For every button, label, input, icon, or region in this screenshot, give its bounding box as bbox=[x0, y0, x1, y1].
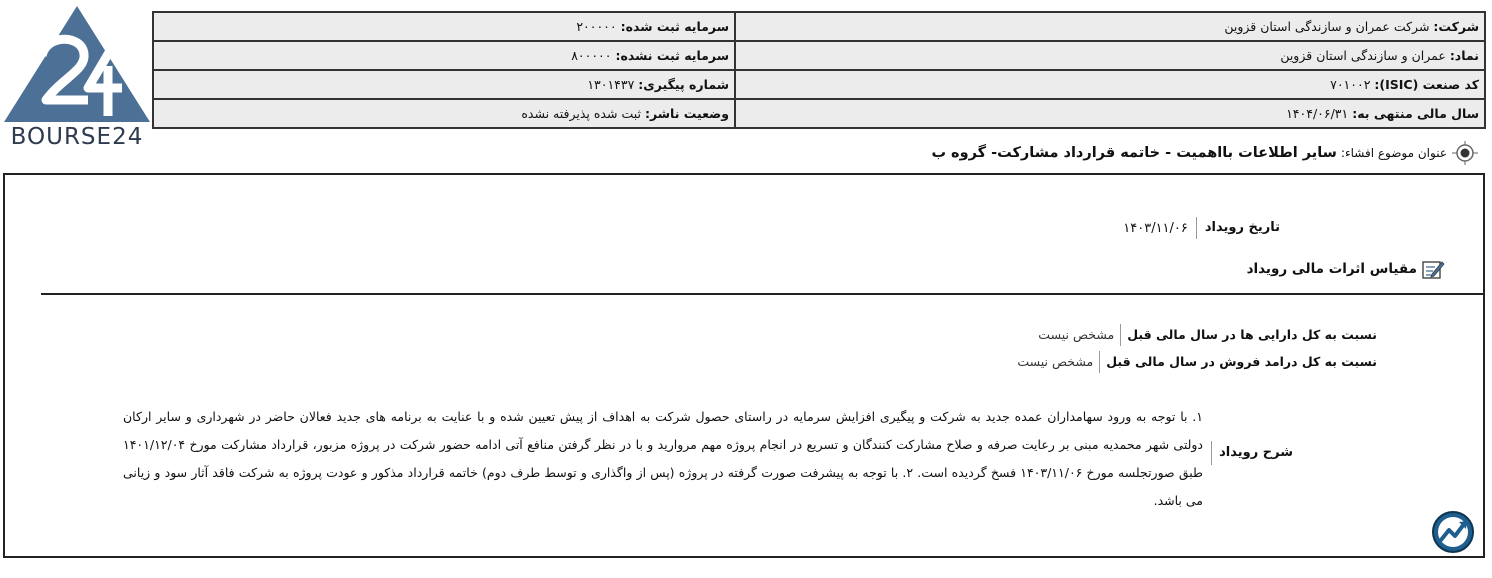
target-icon bbox=[1452, 141, 1478, 165]
fiscal-year-value: ۱۴۰۴/۰۶/۳۱ bbox=[1286, 106, 1349, 121]
isic-cell bbox=[735, 70, 1485, 99]
publisher-status-label: وضعیت ناشر: bbox=[644, 106, 729, 121]
event-date-label: تاریخ رویداد bbox=[1196, 217, 1280, 239]
subject-title: سایر اطلاعات بااهمیت - خاتمه قرارداد مشارکت- گروه ب bbox=[931, 145, 1337, 161]
symbol-value: عمران و سازندگی استان قزوین bbox=[1280, 48, 1446, 63]
edit-note-icon bbox=[1421, 258, 1445, 280]
registered-capital-value: ۲۰۰۰۰۰ bbox=[576, 19, 617, 34]
event-date-value: ۱۴۰۳/۱۱/۰۶ bbox=[1123, 220, 1188, 236]
company-value: شرکت عمران و سازندگی استان قزوین bbox=[1224, 19, 1430, 34]
event-panel bbox=[3, 173, 1485, 558]
financial-impact-heading bbox=[1247, 258, 1445, 280]
ratio-label: نسبت به کل دارایی ها در سال مالی قبل bbox=[1120, 324, 1377, 346]
company-cell bbox=[735, 12, 1485, 41]
ratios-list bbox=[1017, 321, 1377, 375]
subject-label: عنوان موضوع افشاء: bbox=[1340, 146, 1447, 160]
logo-text: BOURSE24 bbox=[10, 124, 144, 150]
ratio-label: نسبت به کل درامد فروش در سال مالی قبل bbox=[1099, 351, 1377, 373]
isic-label: کد صنعت (ISIC): bbox=[1374, 77, 1479, 92]
event-description-text: ۱. با توجه به ورود سهامداران عمده جدید به شرکت و پیگیری افزایش سرمایه در راستای حصول شرکت به اهداف از پیش تعیین شده و با عنایت به برنامه های جدید فعالان حاضر در شهرداری و سایر ارکان دولتی شهر محمدیه مبنی بر رعایت صرفه و صلاح مشارکت کنندگان و تسریع در انجام پروژه مهم مروارید و با در نظر گرفتن منافع آتی ادامه حضور شرکت در پروژه مزبور، قرارداد مشارکت مورخ ۱۴۰۱/۱۲/۰۴ طبق صورتجلسه مورخ ۱۴۰۳/۱۱/۰۶ فسخ گردیده است. ۲. با توجه به پیشرفت صورت گرفته در پروژه (پس از واگذاری و توسط طرف دوم) خاتمه قرارداد مذکور و عودت پروژه به شرکت فاقد آثار سود و زیانی می باشد. bbox=[123, 409, 1203, 508]
fiscal-year-cell bbox=[735, 99, 1485, 128]
unregistered-capital-value: ۸۰۰۰۰۰ bbox=[571, 48, 612, 63]
company-label: شرکت: bbox=[1433, 19, 1479, 34]
fiscal-year-label: سال مالی منتهی به: bbox=[1352, 106, 1479, 121]
tracking-number-label: شماره پیگیری: bbox=[638, 77, 729, 92]
event-description-label: شرح رویداد bbox=[1211, 441, 1293, 465]
isic-value: ۷۰۱۰۰۲ bbox=[1330, 77, 1371, 92]
publisher-status-cell bbox=[153, 99, 735, 128]
ratio-row-assets bbox=[1017, 321, 1377, 348]
trend-arrow-badge-icon[interactable] bbox=[1431, 510, 1475, 554]
section-divider bbox=[41, 293, 1483, 295]
ratio-value: مشخص نیست bbox=[1038, 327, 1115, 342]
unregistered-capital-label: سرمایه ثبت نشده: bbox=[615, 48, 729, 63]
financial-impact-title: مقیاس اثرات مالی رویداد bbox=[1246, 261, 1417, 277]
symbol-label: نماد: bbox=[1449, 48, 1479, 63]
ratio-row-revenue bbox=[1017, 348, 1377, 375]
ratio-value: مشخص نیست bbox=[1017, 354, 1094, 369]
unregistered-capital-cell bbox=[153, 41, 735, 70]
registered-capital-cell bbox=[153, 12, 735, 41]
company-info-table bbox=[152, 11, 1486, 129]
event-date-row bbox=[1123, 217, 1280, 239]
disclosure-subject bbox=[931, 141, 1478, 165]
registered-capital-label: سرمایه ثبت شده: bbox=[620, 19, 729, 34]
tracking-number-value: ۱۳۰۱۴۳۷ bbox=[587, 77, 635, 92]
tracking-number-cell bbox=[153, 70, 735, 99]
publisher-status-value: ثبت شده پذیرفته نشده bbox=[521, 106, 641, 121]
symbol-cell bbox=[735, 41, 1485, 70]
